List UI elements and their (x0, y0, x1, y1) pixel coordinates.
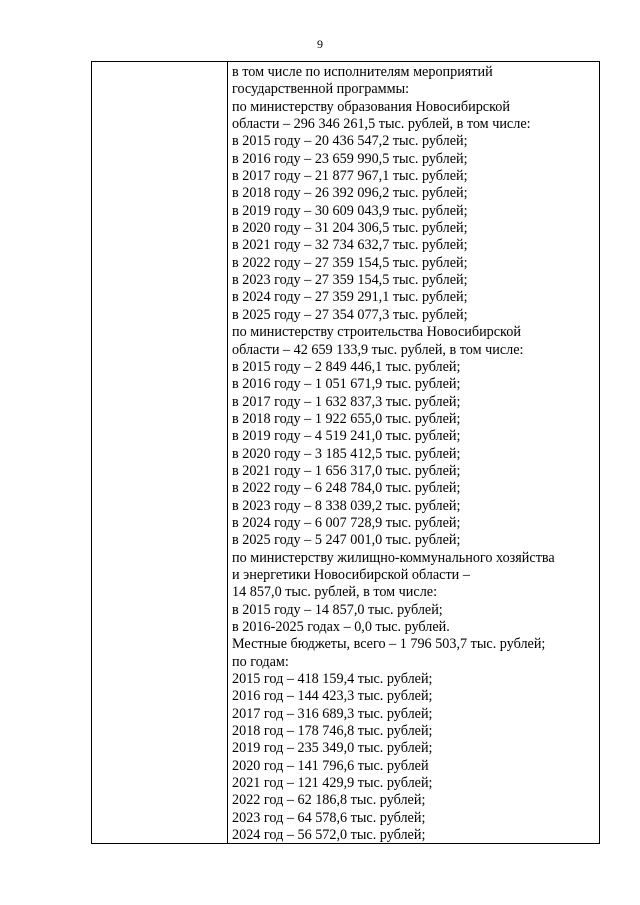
text-line: в 2018 году – 1 922 655,0 тыс. рублей; (232, 410, 461, 427)
text-line: в 2022 году – 6 248 784,0 тыс. рублей; (232, 480, 461, 497)
text-line: в 2019 году – 30 609 043,9 тыс. рублей; (232, 202, 468, 219)
text-line: 2015 год – 418 159,4 тыс. рублей; (232, 671, 433, 688)
text-line: в 2022 году – 27 359 154,5 тыс. рублей; (232, 254, 468, 271)
text-line: по министерству образования Новосибирской (232, 98, 510, 115)
text-line: 2018 год – 178 746,8 тыс. рублей; (232, 723, 433, 740)
text-line: 2019 год – 235 349,0 тыс. рублей; (232, 740, 433, 757)
column-divider (227, 62, 228, 843)
text-line: по годам: (232, 653, 289, 670)
table-left-cell (92, 62, 227, 843)
text-line: в 2024 году – 6 007 728,9 тыс. рублей; (232, 514, 461, 531)
text-line: по министерству строительства Новосибирской (232, 324, 521, 341)
text-line: в 2023 году – 27 359 154,5 тыс. рублей; (232, 272, 468, 289)
text-line: 2016 год – 144 423,3 тыс. рублей; (232, 688, 433, 705)
text-line: в 2021 году – 32 734 632,7 тыс. рублей; (232, 237, 468, 254)
text-line: в 2019 году – 4 519 241,0 тыс. рублей; (232, 428, 461, 445)
text-line: 2023 год – 64 578,6 тыс. рублей; (232, 809, 426, 826)
table-right-cell (232, 64, 598, 842)
text-line: в 2023 году – 8 338 039,2 тыс. рублей; (232, 497, 461, 514)
text-line: по министерству жилищно-коммунального хозяйства (232, 549, 555, 566)
page-number: 9 (317, 37, 323, 51)
funding-table (91, 61, 600, 844)
text-line: государственной программы: (232, 81, 410, 98)
text-line: области – 296 346 261,5 тыс. рублей, в том числе: (232, 116, 531, 133)
text-line: в 2021 году – 1 656 317,0 тыс. рублей; (232, 462, 461, 479)
text-line: в 2018 году – 26 392 096,2 тыс. рублей; (232, 185, 468, 202)
text-line: в 2015 году – 2 849 446,1 тыс. рублей; (232, 358, 461, 375)
text-line: в 2016-2025 годах – 0,0 тыс. рублей. (232, 619, 450, 635)
text-line: в 2024 году – 27 359 291,1 тыс. рублей; (232, 289, 468, 306)
text-line: в 2015 году – 14 857,0 тыс. рублей; (232, 601, 443, 618)
text-line: в 2016 году – 1 051 671,9 тыс. рублей; (232, 376, 461, 393)
text-line: 2017 год – 316 689,3 тыс. рублей; (232, 705, 433, 722)
text-line: в 2020 году – 3 185 412,5 тыс. рублей; (232, 445, 461, 462)
text-line: в 2017 году – 1 632 837,3 тыс. рублей; (232, 393, 461, 410)
text-line: в 2016 году – 23 659 990,5 тыс. рублей; (232, 150, 468, 167)
text-line: 2020 год – 141 796,6 тыс. рублей (232, 757, 429, 774)
text-line: 14 857,0 тыс. рублей, в том числе: (232, 584, 438, 601)
text-line: 2022 год – 62 186,8 тыс. рублей; (232, 792, 426, 809)
text-line: в 2025 году – 27 354 077,3 тыс. рублей; (232, 306, 468, 323)
text-line: 2021 год – 121 429,9 тыс. рублей; (232, 775, 433, 792)
text-line: в том числе по исполнителям мероприятий (232, 64, 493, 80)
text-line: и энергетики Новосибирской области – (232, 566, 470, 583)
text-line: в 2017 году – 21 877 967,1 тыс. рублей; (232, 168, 468, 185)
text-line: 2024 год – 56 572,0 тыс. рублей; (232, 827, 426, 842)
text-line: Местные бюджеты, всего – 1 796 503,7 тыс. рублей; (232, 636, 546, 653)
text-line: в 2015 году – 20 436 547,2 тыс. рублей; (232, 133, 468, 150)
text-line: в 2025 году – 5 247 001,0 тыс. рублей; (232, 532, 461, 549)
text-line: области – 42 659 133,9 тыс. рублей, в том числе: (232, 341, 524, 358)
text-line: в 2020 году – 31 204 306,5 тыс. рублей; (232, 220, 468, 237)
